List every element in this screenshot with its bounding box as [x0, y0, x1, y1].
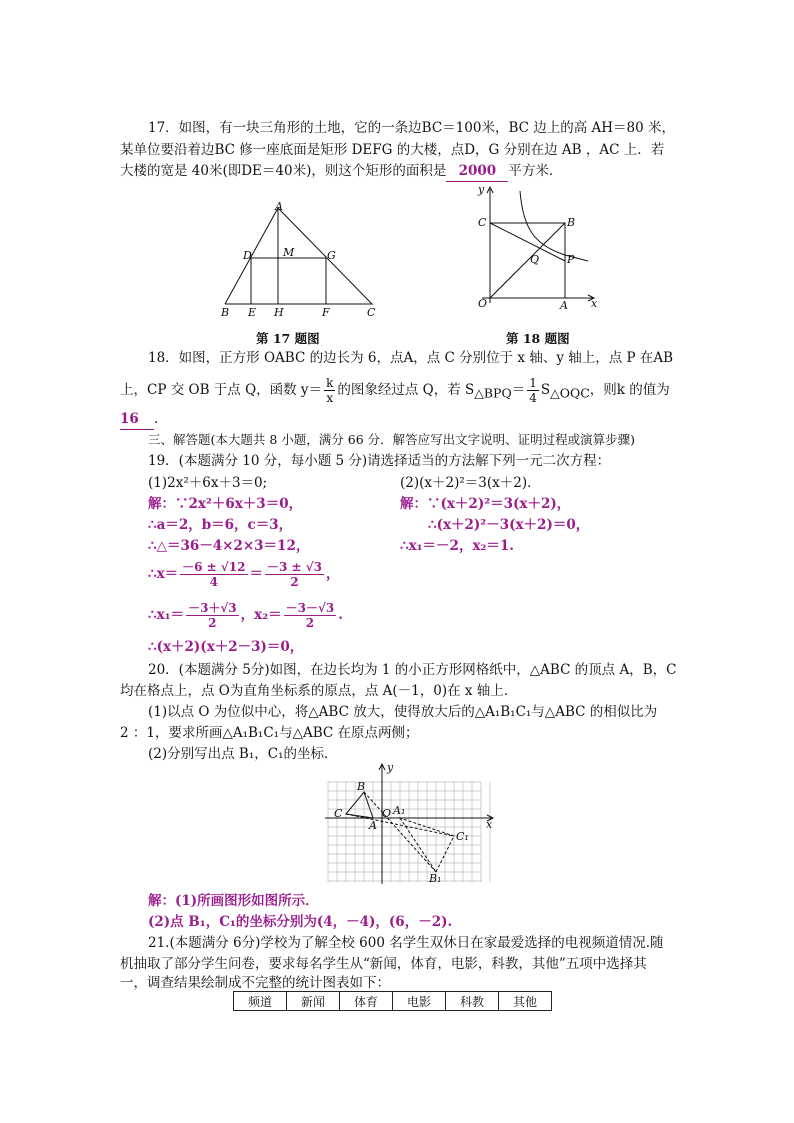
- q19-s2-line3: ∴(x＋2)(x＋2－3)＝0，: [148, 639, 304, 655]
- q20-line2: 均在格点上，点 O为直角坐标系的原点，点 A(－1，0)在 x 轴上．: [120, 683, 518, 699]
- table-header-cell: 体育: [340, 992, 393, 1011]
- q18-line2-b: 的图象经过点 Q，若 S: [337, 382, 475, 398]
- q20-sol2: (2)点 B₁，C₁的坐标分别为(4，－4)，(6，－2).: [148, 914, 453, 930]
- q18-line1: 18．如图，正方形 OABC 的边长为 6，点A，点 C 分别位于 x 轴、y 轴上，点 P 在AB: [148, 350, 674, 366]
- figure-17: [215, 198, 385, 323]
- triangle-abc: [346, 792, 373, 818]
- q20-title: 20．(本题满分 5分)如图，在边长均为 1 的小正方形网格纸中，△ABC 的顶点 A，B，C: [148, 662, 677, 678]
- q21-line2: 机抽取了部分学生问卷，要求每名学生从“新闻，体育，电影，科教，其他”五项中选择其: [120, 956, 647, 972]
- q20-line5: (2)分别写出点 B₁，C₁的坐标．: [148, 746, 338, 762]
- frac-k-den: x: [326, 391, 334, 405]
- fraction-one-quarter: [527, 376, 539, 405]
- label-h: H: [274, 306, 284, 319]
- label-c: C: [334, 807, 343, 820]
- table-header-cell: 其他: [499, 992, 552, 1011]
- q19-part1: (1)2x²＋6x＋3＝0;: [148, 475, 268, 491]
- fraction-k-over-x: [324, 376, 335, 405]
- label-o: O: [382, 807, 392, 820]
- frac-root-1-den: 2: [208, 616, 217, 630]
- frac-quadratic-1-den: 4: [209, 575, 218, 589]
- label-a1: A₁: [393, 804, 406, 817]
- table-header-cell: 频道: [234, 992, 287, 1011]
- frac-root-2-den: 2: [305, 616, 315, 630]
- q21-line3: 一，调查结果绘制成不完整的统计图表如下：: [120, 975, 390, 991]
- figure-17-caption: 第 17 题图: [256, 331, 320, 346]
- q17-line3-post: 平方米．: [508, 163, 563, 179]
- q18-answer: 16: [120, 409, 154, 430]
- q19-s2-line1: 解：∵(x＋2)²＝3(x＋2)，: [400, 496, 571, 512]
- q17-answer: 2000: [446, 161, 508, 182]
- q19-s1-line5-mid: ，x₂＝: [240, 607, 282, 623]
- q19-part2: (2)(x＋2)²＝3(x＋2)．: [400, 475, 541, 491]
- q21-line1: 21.(本题满分 6分)学校为了解全校 600 名学生双休日在家最爱选择的电视频道情况.随: [148, 935, 664, 951]
- survey-table: [233, 991, 552, 1011]
- q19-s1-line3: ∴△＝36－4×2×3＝12，: [148, 538, 310, 554]
- section3-heading: 三、解答题(本大题共 8 小题，满分 66 分．解答应写出文字说明、证明过程或演算步骤): [148, 432, 636, 447]
- q19-s1-line5-post: .: [338, 607, 343, 623]
- q17-line2: 某单位要沿着边BC 修一座底面是矩形 DEFG 的大楼，点D，G 分别在边 AB ，AC 上．若: [120, 142, 665, 158]
- q19-s2-line2: ∴(x＋2)²－3(x＋2)＝0，: [428, 517, 590, 533]
- label-p: P: [567, 253, 575, 266]
- label-o: O: [478, 297, 488, 310]
- q18-line2-a: 上，CP 交 OB 于点 Q，函数 y＝: [120, 382, 323, 398]
- rectangle-defg: [251, 258, 326, 304]
- q18-answer-end: .: [154, 411, 159, 427]
- q17-line1: 17．如图，有一块三角形的土地，它的一条边BC＝100米，BC 边上的高 AH＝80 米，: [148, 120, 676, 136]
- table-header-cell: 电影: [393, 992, 446, 1011]
- segment-cp: [490, 223, 565, 261]
- frac-quadratic-2: [265, 560, 324, 589]
- table-header-cell: 新闻: [287, 992, 340, 1011]
- sub-bpq: △BPQ: [474, 385, 512, 401]
- q18-answer-line: [120, 409, 158, 430]
- figure-18-caption: 第 18 题图: [506, 331, 570, 346]
- label-g: G: [327, 249, 336, 262]
- figure-18: [468, 183, 603, 313]
- q20-line4: 2 ：1，要求所画△A₁B₁C₁与△ABC 在原点两侧；: [120, 725, 419, 741]
- q19-s1-line2: ∴a＝2，b＝6，c＝3，: [148, 517, 293, 533]
- q18-line2-e: ，则k 的值为: [589, 382, 670, 398]
- label-c: C: [478, 216, 487, 229]
- label-b1: B₁: [429, 872, 442, 885]
- label-f: F: [322, 306, 330, 319]
- q18-line2-c: ＝: [511, 382, 526, 398]
- q19-s1-line4-eq: ＝: [249, 566, 263, 582]
- label-a: A: [369, 819, 377, 832]
- q20-line3: (1)以点 O 为位似中心，将△ABC 放大，使得放大后的△A₁B₁C₁与△ABC 的相似比为: [148, 704, 658, 720]
- frac-quadratic-2-num: －3 ± √3: [267, 560, 322, 574]
- frac-root-1: [186, 601, 239, 630]
- q19-s1-line4: [148, 556, 340, 592]
- label-q: Q: [530, 253, 540, 266]
- label-b: B: [567, 216, 576, 229]
- q19-s1-line1: 解：∵2x²＋6x＋3＝0，: [148, 496, 303, 512]
- hyperbola-curve: [520, 191, 588, 261]
- q20-sol1: 解：(1)所画图形如图所示．: [148, 893, 319, 909]
- q17-line3: [120, 161, 562, 182]
- diagonal-ob: [490, 223, 565, 298]
- frac-root-2: [284, 601, 337, 630]
- label-b: B: [357, 780, 366, 793]
- sub-oqc: △OQC: [550, 385, 590, 401]
- q19-s1-line5-pre: ∴x₁＝: [148, 607, 185, 623]
- label-y: y: [478, 183, 485, 196]
- frac-q-num: 1: [529, 376, 537, 390]
- label-m: M: [283, 246, 295, 259]
- label-c: C: [367, 306, 376, 319]
- q19-s1-line5: [148, 597, 343, 633]
- frac-root-2-num: －3－√3: [285, 601, 335, 615]
- q19-s2-line4: ∴x₁＝－2，x₂＝1.: [400, 538, 514, 554]
- frac-quadratic-2-den: 2: [290, 575, 299, 589]
- label-a: A: [560, 299, 568, 312]
- q19-s1-line4-pre: ∴x＝: [148, 566, 179, 582]
- q19-title: 19．(本题满分 10 分，每小题 5 分)请选择适当的方法解下列一元二次方程：: [148, 453, 611, 469]
- table-header-cell: 科教: [446, 992, 499, 1011]
- label-x: x: [486, 818, 493, 831]
- frac-k-num: k: [326, 376, 334, 390]
- survey-table-header-row: [234, 992, 552, 1011]
- figure-20-grid: [325, 762, 500, 887]
- frac-root-1-num: －3＋√3: [188, 601, 237, 615]
- label-x: x: [591, 297, 598, 310]
- label-a: A: [275, 200, 283, 213]
- q17-line3-pre: 大楼的宽是 40米(即DE＝40米)，则这个矩形的面积是: [120, 163, 447, 179]
- q18-line2: [120, 374, 670, 406]
- frac-q-den: 4: [529, 391, 537, 405]
- frac-quadratic-1: [180, 560, 247, 589]
- label-y: y: [387, 762, 394, 774]
- label-c1: C₁: [456, 830, 469, 843]
- label-e: E: [248, 306, 257, 319]
- q18-line2-d: S: [540, 382, 551, 398]
- label-b: B: [221, 306, 230, 319]
- label-d: D: [243, 249, 252, 262]
- q19-s1-line4-post: ，: [326, 566, 340, 582]
- frac-quadratic-1-num: －6 ± √12: [182, 560, 246, 574]
